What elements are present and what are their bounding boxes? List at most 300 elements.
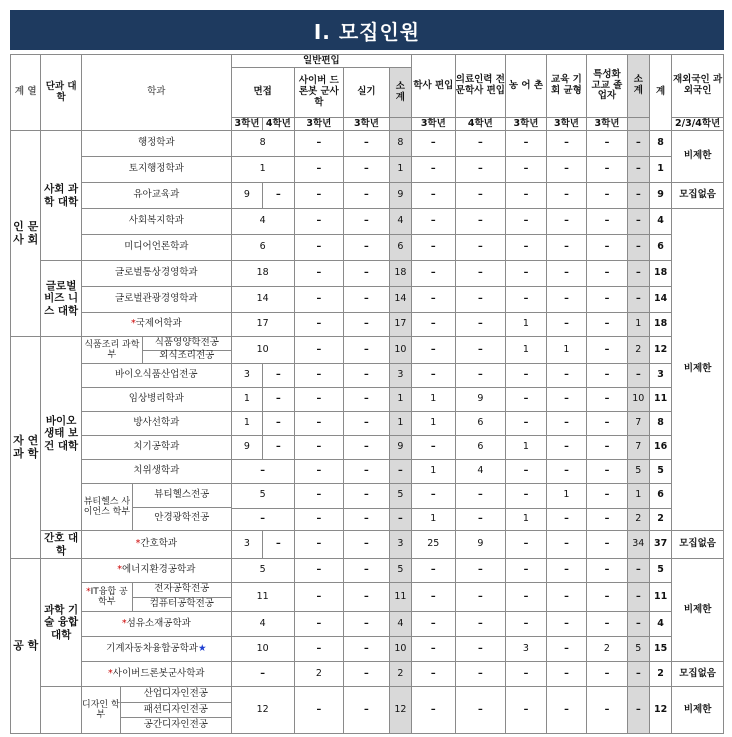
col-subtotal2: 소 계 xyxy=(627,55,649,118)
value: – xyxy=(506,412,547,436)
value: 1 xyxy=(506,508,547,530)
foreign-status: 모집없음 xyxy=(672,531,724,559)
college-label: 글로벌 비즈 니스 대학 xyxy=(41,261,82,337)
total: 1 xyxy=(649,157,671,183)
value: – xyxy=(263,412,294,436)
value: – xyxy=(587,583,628,612)
dept-label: 에너지환경공학과 xyxy=(121,564,196,576)
value: 1 xyxy=(506,436,547,460)
table-row xyxy=(11,235,724,261)
value: – xyxy=(412,261,456,287)
table-row xyxy=(11,460,724,484)
value: 9 xyxy=(231,183,262,209)
table-row xyxy=(11,583,724,612)
table-row xyxy=(11,183,724,209)
value: 1 xyxy=(546,337,587,364)
total: 6 xyxy=(649,235,671,261)
value: 3 xyxy=(231,531,262,559)
year-234: 2/3/4학년 xyxy=(672,118,724,131)
col-bachelor: 학사 편입 xyxy=(412,55,456,118)
star-mark: * xyxy=(130,318,136,330)
value: – xyxy=(506,183,547,209)
value: – xyxy=(587,460,628,484)
dept-label: 국제어학과 xyxy=(135,318,182,330)
value: 4 xyxy=(455,460,506,484)
dept-name: 글로벌통상경영학과 xyxy=(81,261,231,287)
table-row xyxy=(11,687,724,734)
value: – xyxy=(627,209,649,235)
value: 7 xyxy=(627,436,649,460)
value: – xyxy=(587,436,628,460)
value: – xyxy=(587,209,628,235)
value: – xyxy=(455,157,506,183)
value: – xyxy=(294,209,344,235)
value: – xyxy=(455,687,506,734)
table-row xyxy=(11,388,724,412)
value: – xyxy=(389,508,411,530)
value: – xyxy=(294,612,344,637)
value: – xyxy=(412,131,456,157)
table-row xyxy=(11,209,724,235)
year-3: 3학년 xyxy=(587,118,628,131)
year-3: 3학년 xyxy=(546,118,587,131)
foreign-status: 비제한 xyxy=(672,559,724,662)
value: – xyxy=(294,313,344,337)
value: – xyxy=(294,337,344,364)
total: 18 xyxy=(649,313,671,337)
value: – xyxy=(344,235,390,261)
value: – xyxy=(455,662,506,687)
col-total: 계 xyxy=(649,55,671,131)
subdivision-text: IT융합 공학부 xyxy=(90,586,128,607)
value: 1 xyxy=(627,484,649,509)
value: – xyxy=(344,364,390,388)
value: – xyxy=(294,183,344,209)
college-label: 간호 대학 xyxy=(41,531,82,559)
value: 17 xyxy=(231,313,294,337)
value: 1 xyxy=(546,484,587,509)
value: – xyxy=(546,364,587,388)
value: – xyxy=(546,235,587,261)
table-row xyxy=(11,287,724,313)
total: 5 xyxy=(649,460,671,484)
dept-name: 산업디자인전공 xyxy=(121,687,231,703)
group-label: 인 문 사 회 xyxy=(11,131,41,337)
value: – xyxy=(294,460,344,484)
value: – xyxy=(412,183,456,209)
value: – xyxy=(455,484,506,509)
value: – xyxy=(506,687,547,734)
dept-name xyxy=(81,612,231,637)
subdivision-label: 뷰티헬스 사이언스 학부 xyxy=(82,484,133,530)
value: 5 xyxy=(389,559,411,583)
dept-name: 치기공학과 xyxy=(81,436,231,460)
value: – xyxy=(294,157,344,183)
value: – xyxy=(506,261,547,287)
value: 10 xyxy=(231,337,294,364)
value: 6 xyxy=(455,412,506,436)
value: – xyxy=(412,612,456,637)
value: – xyxy=(344,612,390,637)
value: – xyxy=(546,388,587,412)
value: – xyxy=(587,313,628,337)
dept-name xyxy=(81,559,231,583)
table-row xyxy=(11,131,724,157)
table-row xyxy=(11,157,724,183)
value: – xyxy=(546,637,587,662)
table-row xyxy=(11,531,724,559)
value: – xyxy=(344,183,390,209)
total: 8 xyxy=(649,412,671,436)
col-edu: 교육 기회 균형 xyxy=(546,55,587,118)
total: 6 xyxy=(649,484,671,509)
value: – xyxy=(546,157,587,183)
subdivision-label: 식품조리 과학부 xyxy=(82,337,143,363)
value: – xyxy=(546,261,587,287)
total: 16 xyxy=(649,436,671,460)
value: 4 xyxy=(389,612,411,637)
table-row xyxy=(11,612,724,637)
dept-label: 섬유소재공학과 xyxy=(126,617,191,629)
dept-name: 임상병리학과 xyxy=(81,388,231,412)
value: – xyxy=(546,559,587,583)
value: 1 xyxy=(231,388,262,412)
value: – xyxy=(344,662,390,687)
value: 1 xyxy=(506,337,547,364)
value: 2 xyxy=(389,662,411,687)
value: 2 xyxy=(627,508,649,530)
value: – xyxy=(294,364,344,388)
value: – xyxy=(412,337,456,364)
table-row xyxy=(11,436,724,460)
value: – xyxy=(263,364,294,388)
value: – xyxy=(506,531,547,559)
value: – xyxy=(455,583,506,612)
value: – xyxy=(344,508,390,530)
value: – xyxy=(344,157,390,183)
value: – xyxy=(587,337,628,364)
value: – xyxy=(389,460,411,484)
value: 11 xyxy=(389,583,411,612)
value: – xyxy=(627,287,649,313)
value: 17 xyxy=(389,313,411,337)
dept-name xyxy=(81,662,231,687)
dept-name: 뷰티헬스전공 xyxy=(133,484,231,508)
total: 3 xyxy=(649,364,671,388)
value: – xyxy=(587,612,628,637)
dept-name: 공간디자인전공 xyxy=(143,719,208,731)
value: 10 xyxy=(389,637,411,662)
dept-name: 토지행정학과 xyxy=(81,157,231,183)
value: 8 xyxy=(231,131,294,157)
value: 2 xyxy=(294,662,344,687)
value: – xyxy=(506,559,547,583)
value: – xyxy=(506,583,547,612)
year-3: 3학년 xyxy=(344,118,390,131)
value: – xyxy=(263,388,294,412)
value: 1 xyxy=(412,460,456,484)
college-label: 사회 과학 대학 xyxy=(41,131,82,261)
value: – xyxy=(344,261,390,287)
dept-name: 안경광학전공 xyxy=(154,512,210,524)
col-subtotal: 소 계 xyxy=(389,68,411,118)
value: – xyxy=(587,364,628,388)
value: 7 xyxy=(627,412,649,436)
value: – xyxy=(294,388,344,412)
value: – xyxy=(546,313,587,337)
dept-name: 패션디자인전공 xyxy=(121,703,231,719)
value: 12 xyxy=(389,687,411,734)
value: – xyxy=(412,662,456,687)
col-dept: 학과 xyxy=(81,55,231,131)
star-mark: * xyxy=(135,538,141,550)
value: 10 xyxy=(627,388,649,412)
dept-cell xyxy=(81,687,231,734)
value: – xyxy=(294,261,344,287)
value: – xyxy=(344,436,390,460)
value: 3 xyxy=(506,637,547,662)
value: – xyxy=(587,157,628,183)
value: – xyxy=(506,662,547,687)
value: – xyxy=(294,637,344,662)
value: – xyxy=(455,508,506,530)
value: – xyxy=(506,209,547,235)
foreign-status: 모집없음 xyxy=(672,662,724,687)
value: 6 xyxy=(455,436,506,460)
dept-name: 전자공학전공 xyxy=(133,583,231,598)
value: 4 xyxy=(231,209,294,235)
year-3: 3학년 xyxy=(506,118,547,131)
total: 2 xyxy=(649,662,671,687)
value: – xyxy=(627,157,649,183)
dept-name: 외식조리전공 xyxy=(159,350,215,362)
value: – xyxy=(455,364,506,388)
value: 10 xyxy=(231,637,294,662)
value: 3 xyxy=(231,364,262,388)
dept-name: 유아교육과 xyxy=(81,183,231,209)
value: 4 xyxy=(231,612,294,637)
value: – xyxy=(587,662,628,687)
col-gye: 계 열 xyxy=(11,55,41,131)
table-row xyxy=(11,337,724,364)
value: 1 xyxy=(231,412,262,436)
value: 18 xyxy=(231,261,294,287)
value: – xyxy=(455,287,506,313)
subdivision-label xyxy=(82,583,133,611)
value: – xyxy=(627,612,649,637)
value: – xyxy=(455,235,506,261)
value: 1 xyxy=(231,157,294,183)
total: 15 xyxy=(649,637,671,662)
value: – xyxy=(627,687,649,734)
value: – xyxy=(506,612,547,637)
value: – xyxy=(546,662,587,687)
value: – xyxy=(546,508,587,530)
value: – xyxy=(294,436,344,460)
dept-name: 컴퓨터공학전공 xyxy=(149,597,214,609)
total: 5 xyxy=(649,559,671,583)
value: – xyxy=(455,313,506,337)
value: – xyxy=(294,484,344,509)
value: 10 xyxy=(389,337,411,364)
dept-name xyxy=(81,637,231,662)
value: 14 xyxy=(231,287,294,313)
total: 2 xyxy=(649,508,671,530)
value: 6 xyxy=(389,235,411,261)
value: – xyxy=(344,313,390,337)
value: – xyxy=(506,364,547,388)
dept-name: 미디어언론학과 xyxy=(81,235,231,261)
value: – xyxy=(506,287,547,313)
total: 9 xyxy=(649,183,671,209)
value: – xyxy=(412,637,456,662)
star-mark: * xyxy=(117,564,122,576)
value: – xyxy=(344,388,390,412)
value: – xyxy=(546,583,587,612)
dept-name: 바이오식품산업전공 xyxy=(81,364,231,388)
year-3: 3학년 xyxy=(294,118,344,131)
total: 12 xyxy=(649,337,671,364)
value: – xyxy=(587,235,628,261)
value: – xyxy=(412,209,456,235)
star-mark: * xyxy=(86,586,91,597)
dept-cell xyxy=(81,583,231,612)
year-4: 4학년 xyxy=(263,118,294,131)
value: – xyxy=(412,484,456,509)
value: – xyxy=(344,460,390,484)
value: – xyxy=(506,131,547,157)
value: 1 xyxy=(389,388,411,412)
dept-name: 방사선학과 xyxy=(81,412,231,436)
page-title: Ⅰ. 모집인원 xyxy=(10,10,724,50)
value: – xyxy=(587,559,628,583)
value: 25 xyxy=(412,531,456,559)
value: – xyxy=(546,209,587,235)
value: – xyxy=(587,412,628,436)
year-4: 4학년 xyxy=(455,118,506,131)
value: – xyxy=(627,559,649,583)
value: – xyxy=(294,687,344,734)
value: – xyxy=(263,436,294,460)
value: 9 xyxy=(389,183,411,209)
value: 2 xyxy=(587,637,628,662)
college-label xyxy=(41,687,82,734)
dept-label: 사이버드론봇군사학과 xyxy=(112,667,205,679)
value: – xyxy=(506,388,547,412)
col-cyber: 사이버 드론봇 군사학 xyxy=(294,68,344,118)
dept-name: 식품영양학전공 xyxy=(143,337,231,351)
value: – xyxy=(506,157,547,183)
table-row xyxy=(11,313,724,337)
value: 9 xyxy=(455,531,506,559)
value: 5 xyxy=(389,484,411,509)
value: – xyxy=(344,412,390,436)
value: – xyxy=(455,637,506,662)
value: – xyxy=(587,131,628,157)
value: – xyxy=(294,235,344,261)
value: – xyxy=(587,484,628,509)
value: – xyxy=(294,412,344,436)
foreign-status: 비제한 xyxy=(672,209,724,531)
value: – xyxy=(344,337,390,364)
value: – xyxy=(412,583,456,612)
total: 18 xyxy=(649,261,671,287)
table-row xyxy=(11,484,724,509)
group-label: 자 연 과 학 xyxy=(11,337,41,559)
value: – xyxy=(294,131,344,157)
value: 9 xyxy=(389,436,411,460)
dept-name: 치위생학과 xyxy=(81,460,231,484)
dept-name: 행정학과 xyxy=(81,131,231,157)
value: – xyxy=(344,131,390,157)
value: – xyxy=(412,559,456,583)
value: – xyxy=(294,531,344,559)
value: – xyxy=(412,364,456,388)
value: – xyxy=(344,637,390,662)
table-row xyxy=(11,637,724,662)
value: – xyxy=(546,460,587,484)
value: – xyxy=(627,662,649,687)
value: – xyxy=(627,583,649,612)
col-special: 특성화 고교 졸업자 xyxy=(587,55,628,118)
star-mark: * xyxy=(108,667,113,679)
value: – xyxy=(546,612,587,637)
value: 9 xyxy=(231,436,262,460)
value: – xyxy=(587,287,628,313)
value: – xyxy=(455,209,506,235)
value: 3 xyxy=(389,364,411,388)
value: 6 xyxy=(231,235,294,261)
value: – xyxy=(412,287,456,313)
value: – xyxy=(412,157,456,183)
value: 4 xyxy=(389,209,411,235)
value: – xyxy=(263,183,294,209)
value: – xyxy=(587,508,628,530)
value: – xyxy=(412,436,456,460)
value: 5 xyxy=(627,637,649,662)
value: – xyxy=(455,559,506,583)
year-3: 3학년 xyxy=(231,118,262,131)
value: – xyxy=(627,235,649,261)
value: – xyxy=(546,183,587,209)
total: 14 xyxy=(649,287,671,313)
value: – xyxy=(546,287,587,313)
value: – xyxy=(344,484,390,509)
year-3: 3학년 xyxy=(412,118,456,131)
value: – xyxy=(263,531,294,559)
value: – xyxy=(546,687,587,734)
dept-name xyxy=(81,313,231,337)
value: 12 xyxy=(231,687,294,734)
value: – xyxy=(231,662,294,687)
col-college: 단과 대학 xyxy=(41,55,82,131)
value: 8 xyxy=(389,131,411,157)
value: 34 xyxy=(627,531,649,559)
col-foreign: 재외국인 과 외국인 xyxy=(672,55,724,118)
total: 11 xyxy=(649,388,671,412)
college-label: 바이오 생태 보건 대학 xyxy=(41,337,82,531)
star-icon: ★ xyxy=(197,642,207,654)
value: – xyxy=(587,531,628,559)
value: – xyxy=(455,337,506,364)
value: 5 xyxy=(231,484,294,509)
value: – xyxy=(344,583,390,612)
recruitment-table xyxy=(10,54,724,734)
value: 18 xyxy=(389,261,411,287)
value: – xyxy=(546,412,587,436)
dept-name: 글로벌관광경영학과 xyxy=(81,287,231,313)
table-row xyxy=(11,364,724,388)
